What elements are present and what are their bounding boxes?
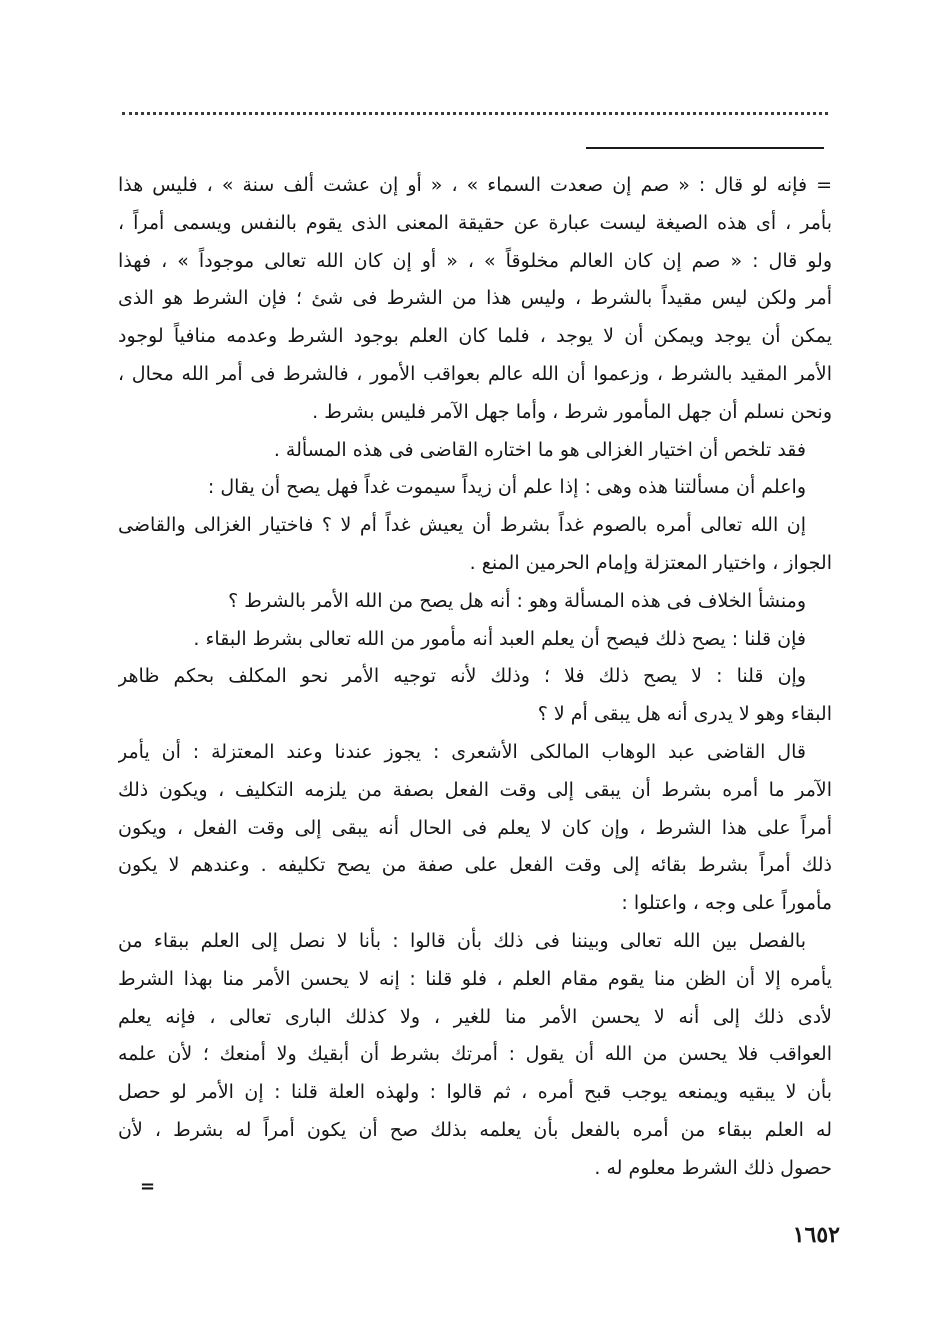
text-line: فقد تلخص أن اختيار الغزالى هو ما اختاره القاضى فى هذه المسألة .: [273, 438, 806, 461]
text-line: بأن لا يبقيه ويمنعه يوجب قبح أمره ، ثم قالوا : ولهذه العلة قلنا : إن الأمر لو حصل: [118, 1081, 832, 1104]
text-line: أمراً على هذا الشرط ، وإن كان لا يعلم فى الحال أنه يبقى إلى وقت الفعل ، ويكون: [118, 816, 832, 839]
text-line: = فإنه لو قال : « صم إن صعدت السماء » ، « أو إن عشت ألف سنة » ، فليس هذا: [118, 174, 832, 196]
text-line: واعلم أن مسألتنا هذه وهى : إذا علم أن زيداً سيموت غداً فهل يصح أن يقال :: [207, 476, 806, 499]
page-number: ١٦٥٢: [792, 1222, 840, 1248]
text-line: فإن قلنا : يصح ذلك فيصح أن يعلم العبد أنه مأمور من الله تعالى بشرط البقاء .: [193, 627, 806, 650]
text-line: له العلم ببقاء من أمره بالفعل بأن يعلمه بذلك صح أن يكون أمراً له بشرط ، لأن: [118, 1118, 832, 1141]
continuation-mark: =: [140, 1176, 156, 1197]
text-line: بأمر ، أى هذه الصيغة ليست عبارة عن حقيقة المعنى الذى يقوم بالنفس ويسمى أمراً ،: [118, 211, 832, 234]
footnote-rule: [586, 147, 824, 149]
text-line: لأدى ذلك إلى أنه لا يحسن الأمر منا للغير ، ولا كذلك البارى تعالى ، فإنه يعلم: [118, 1005, 832, 1028]
text-line: الجواز ، واختيار المعتزلة وإمام الحرمين المنع .: [469, 551, 832, 574]
text-line: يأمره إلا أن الظن منا يقوم مقام العلم ، فلو قلنا : إنه لا يحسن الأمر منا بهذا الشرط: [118, 967, 832, 990]
text-line: وإن قلنا : لا يصح ذلك فلا ؛ وذلك لأنه توجيه الأمر نحو المكلف بحكم ظاهر: [118, 665, 806, 688]
text-line: إن الله تعالى أمره بالصوم غداً بشرط أن يعيش غداً أم لا ؟ فاختيار الغزالى والقاضى: [118, 514, 806, 537]
text-line: قال القاضى عبد الوهاب المالكى الأشعرى : يجوز عندنا وعند المعتزلة : أن يأمر: [118, 740, 806, 763]
text-line: ومنشأ الخلاف فى هذه المسألة وهو : أنه هل يصح من الله الأمر بالشرط ؟: [228, 589, 806, 612]
page-body: [118, 167, 832, 1188]
text-line: مأموراً على وجه ، واعتلوا :: [621, 892, 832, 915]
text-line: البقاء وهو لا يدرى أنه هل يبقى أم لا ؟: [537, 703, 832, 726]
text-line: ذلك أمراً بشرط بقائه إلى وقت الفعل على صفة من يصح تكليفه . وعندهم لا يكون: [118, 854, 832, 877]
text-line: الآمر ما أمره بشرط أن يبقى إلى وقت الفعل بصفة من يلزمه التكليف ، ويكون ذلك: [118, 778, 832, 801]
text-line: العواقب فلا يحسن من الله أن يقول : أمرتك بشرط أن أبقيك ولا أمنعك ؛ لأن علمه: [118, 1043, 832, 1066]
text-line: حصول ذلك الشرط معلوم له .: [594, 1156, 832, 1179]
text-line: ولو قال : « صم إن كان العالم مخلوقاً » ، « أو إن كان الله تعالى موجوداً » ، فهذا: [118, 249, 832, 272]
text-line: الأمر المقيد بالشرط ، وزعموا أن الله عالم بعواقب الأمور ، فالشرط فى أمر الله محال ،: [118, 362, 832, 385]
text-line: يمكن أن يوجد ويمكن أن لا يوجد ، فلما كان العلم بوجود الشرط وعدمه منافياً لوجود: [118, 325, 832, 348]
text-line: أمر ولكن ليس مقيداً بالشرط ، وليس هذا من الشرط فى شئ ؛ فإن الشرط هو الذى: [118, 287, 832, 310]
text-line: ونحن نسلم أن جهل المأمور شرط ، وأما جهل الآمر فليس بشرط .: [312, 400, 832, 423]
text-line: بالفصل بين الله تعالى وبيننا فى ذلك بأن قالوا : بأنا لا نصل إلى العلم ببقاء من: [118, 929, 806, 952]
dotted-separator: [122, 112, 828, 115]
